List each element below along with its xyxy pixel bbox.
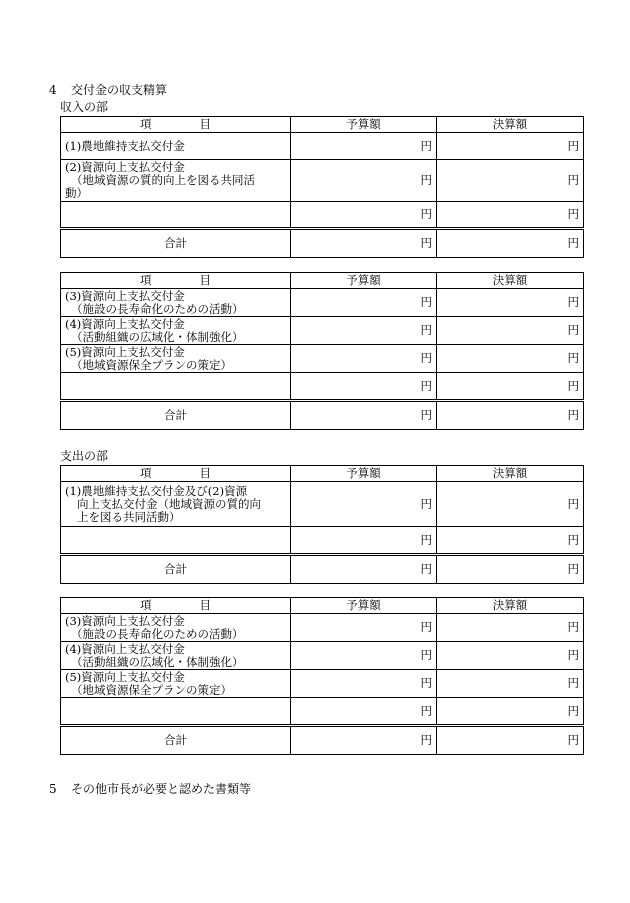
actual-cell: 円 [437,670,584,698]
section-number: 4 [49,83,57,97]
actual-cell: 円 [437,698,584,726]
item-cell: (4)資源向上支払交付金 （活動組織の広域化・体制強化） [61,317,291,345]
table-row [61,133,584,160]
budget-cell: 円 [291,642,437,670]
income-label: 収入の部 [60,100,109,114]
total-label: 合計 [61,401,291,430]
table-row [61,527,584,555]
budget-cell: 円 [291,317,437,345]
table-header-row [61,598,584,614]
actual-cell: 円 [437,345,584,373]
actual-total-cell: 円 [437,726,584,755]
item-cell: (4)資源向上支払交付金 （活動組織の広域化・体制強化） [61,642,291,670]
budget-cell: 円 [291,133,437,160]
total-label: 合計 [61,726,291,755]
actual-cell: 円 [437,642,584,670]
actual-header: 決算額 [437,466,584,482]
table-row [61,614,584,642]
budget-cell: 円 [291,160,437,202]
budget-cell: 円 [291,345,437,373]
item-cell: (3)資源向上支払交付金 （施設の長寿命化のための活動） [61,614,291,642]
table-row [61,482,584,527]
table-row [61,345,584,373]
section-number: 5 [49,782,57,796]
item-cell: (2)資源向上支払交付金 （地域資源の質的向上を図る共同活 動） [61,160,291,202]
table-row [61,289,584,317]
total-row [61,401,584,430]
budget-header: 予算額 [291,598,437,614]
item-cell: (1)農地維持支払交付金 [61,133,291,160]
actual-cell: 円 [437,289,584,317]
expense-table-1 [60,465,584,584]
item-header: 項 目 [61,466,291,482]
income-table-1 [60,116,584,258]
item-cell: (5)資源向上支払交付金 （地域資源保全プランの策定） [61,345,291,373]
section-4-heading [49,81,167,98]
item-cell: (3)資源向上支払交付金 （施設の長寿命化のための活動） [61,289,291,317]
expense-table-2 [60,597,584,755]
item-cell [61,527,291,555]
table-row [61,202,584,229]
table-row [61,317,584,345]
actual-total-cell: 円 [437,555,584,584]
table-row [61,373,584,401]
table-row [61,698,584,726]
item-cell: (5)資源向上支払交付金 （地域資源保全プランの策定） [61,670,291,698]
actual-header: 決算額 [437,117,584,133]
table-row [61,160,584,202]
table-header-row [61,117,584,133]
budget-cell: 円 [291,670,437,698]
actual-header: 決算額 [437,598,584,614]
budget-header: 予算額 [291,117,437,133]
budget-header: 予算額 [291,466,437,482]
item-header: 項 目 [61,598,291,614]
actual-cell: 円 [437,373,584,401]
actual-cell: 円 [437,133,584,160]
budget-total-cell: 円 [291,229,437,258]
budget-total-cell: 円 [291,401,437,430]
budget-cell: 円 [291,527,437,555]
actual-cell: 円 [437,614,584,642]
table-header-row [61,466,584,482]
actual-total-cell: 円 [437,229,584,258]
item-cell [61,202,291,229]
item-cell [61,698,291,726]
income-table-2 [60,272,584,430]
item-header: 項 目 [61,117,291,133]
budget-header: 予算額 [291,273,437,289]
actual-cell: 円 [437,317,584,345]
expense-label: 支出の部 [60,449,109,463]
item-header: 項 目 [61,273,291,289]
budget-total-cell: 円 [291,555,437,584]
section-title: 交付金の収支精算 [71,83,168,97]
actual-cell: 円 [437,527,584,555]
total-row [61,726,584,755]
section-title: その他市長が必要と認めた書類等 [71,782,252,796]
item-cell: (1)農地維持支払交付金及び(2)資源 向上支払交付金（地域資源の質的向 上を図る共同活動） [61,482,291,527]
actual-total-cell: 円 [437,401,584,430]
section-5-heading [49,780,251,797]
budget-cell: 円 [291,202,437,229]
budget-cell: 円 [291,614,437,642]
budget-cell: 円 [291,373,437,401]
actual-cell: 円 [437,202,584,229]
budget-cell: 円 [291,289,437,317]
item-cell [61,373,291,401]
table-row [61,642,584,670]
actual-cell: 円 [437,482,584,527]
table-row [61,670,584,698]
budget-total-cell: 円 [291,726,437,755]
table-header-row [61,273,584,289]
total-row [61,229,584,258]
budget-cell: 円 [291,698,437,726]
total-label: 合計 [61,229,291,258]
total-row [61,555,584,584]
budget-cell: 円 [291,482,437,527]
total-label: 合計 [61,555,291,584]
actual-header: 決算額 [437,273,584,289]
actual-cell: 円 [437,160,584,202]
